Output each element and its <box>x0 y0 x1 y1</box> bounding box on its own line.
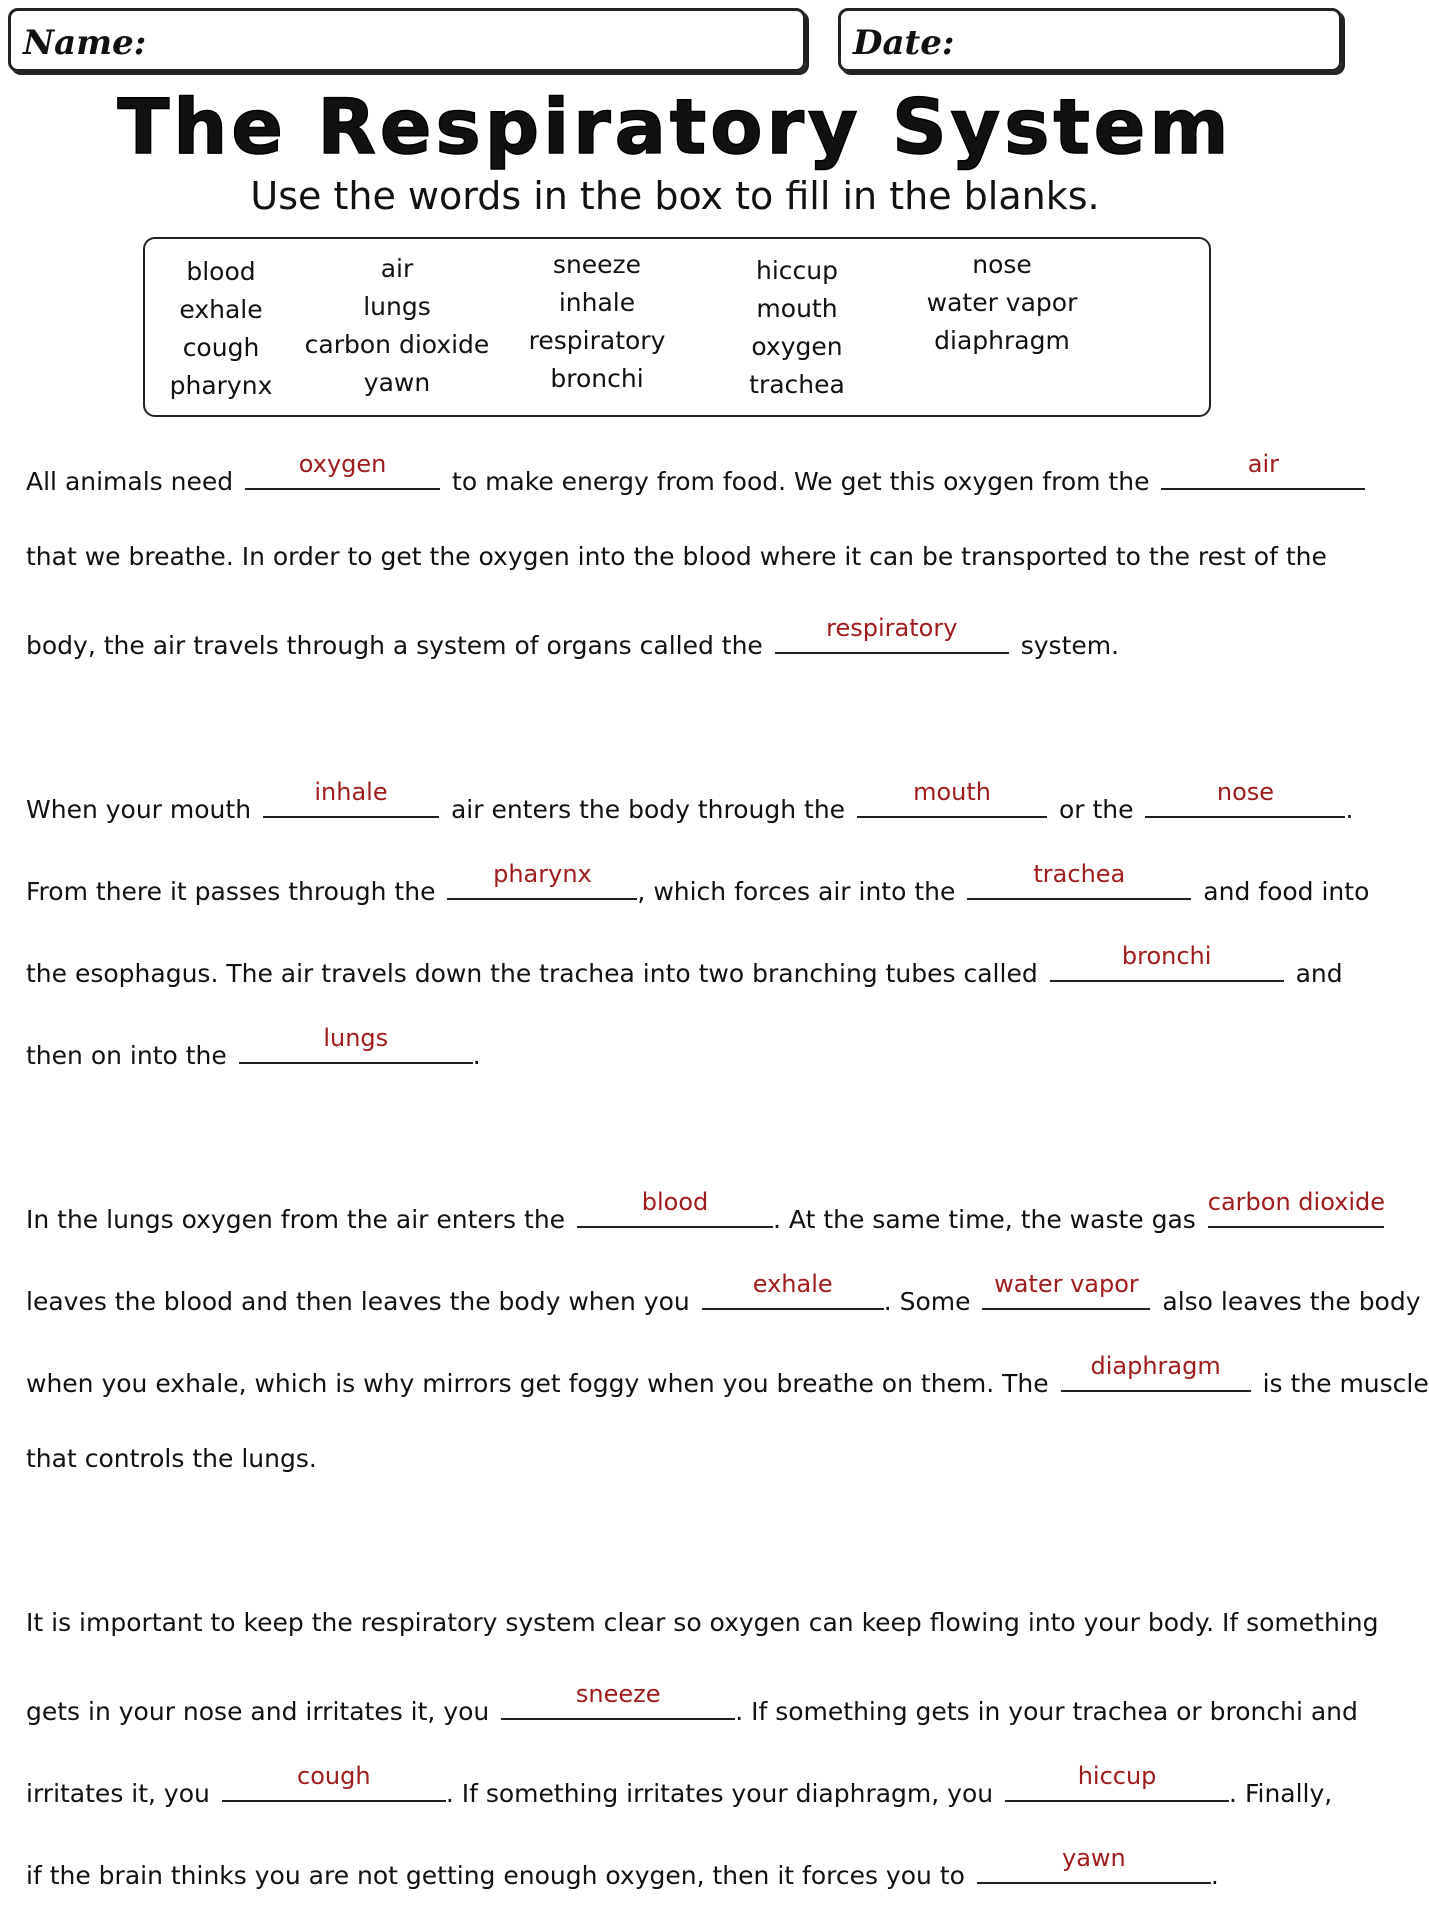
answer-blank[interactable] <box>702 1270 884 1310</box>
page-title: The Respiratory System <box>117 82 1233 171</box>
text-line <box>26 1444 317 1473</box>
answer: inhale <box>314 778 388 806</box>
answer: carbon dioxide <box>1207 1188 1386 1216</box>
answer: respiratory <box>826 614 958 642</box>
answer-blank[interactable] <box>977 1844 1211 1884</box>
text: When your mouth <box>26 795 252 824</box>
text: . If something irritates your diaphragm, you <box>445 1779 994 1808</box>
word-bank-column <box>297 250 497 402</box>
answer-blank[interactable] <box>967 860 1191 900</box>
word-bank-word: lungs <box>363 292 431 321</box>
date-label: Date: <box>853 23 955 63</box>
text-line <box>26 542 1327 571</box>
text: In the lungs oxygen from the air enters the <box>26 1205 566 1234</box>
answer-blank[interactable] <box>1005 1762 1229 1802</box>
word-bank-word: cough <box>182 333 260 362</box>
text-line <box>26 1352 1429 1398</box>
answer-blank[interactable] <box>447 860 637 900</box>
word-bank-column <box>145 253 297 405</box>
word-bank-column <box>497 246 697 398</box>
answer-blank[interactable] <box>1050 942 1284 982</box>
answer: water vapor <box>994 1270 1139 1298</box>
text-line <box>26 1762 1333 1808</box>
word-bank-word: trachea <box>749 370 845 399</box>
text: and food into <box>1203 877 1370 906</box>
text: irritates it, you <box>26 1779 210 1808</box>
text: system. <box>1020 631 1120 660</box>
word-bank-word: sneeze <box>552 250 642 279</box>
answer: bronchi <box>1121 942 1212 970</box>
date-field[interactable] <box>838 8 1342 72</box>
text: then on into the <box>26 1041 227 1070</box>
text: to make energy from food. We get this oxygen from the <box>452 467 1150 496</box>
text: , which forces air into the <box>637 877 956 906</box>
text: when you exhale, which is why mirrors get foggy when you breathe on them. The <box>26 1369 1049 1398</box>
text: It is important to keep the respiratory system clear so oxygen can keep flowing into your body. If something <box>26 1608 1379 1637</box>
name-label: Name: <box>23 23 147 63</box>
answer-blank[interactable] <box>245 450 440 490</box>
text: From there it passes through the <box>26 877 436 906</box>
word-bank-word: mouth <box>756 294 838 323</box>
answer-blank[interactable] <box>1061 1352 1251 1392</box>
word-bank-word: respiratory <box>528 326 666 355</box>
word-bank-word: exhale <box>179 295 263 324</box>
text: gets in your nose and irritates it, you <box>26 1697 490 1726</box>
word-bank-word: yawn <box>363 368 431 397</box>
text-line <box>26 614 1120 660</box>
word-bank-word: hiccup <box>756 256 838 285</box>
answer: air <box>1247 450 1280 478</box>
answer-blank[interactable] <box>239 1024 473 1064</box>
answer: trachea <box>1033 860 1126 888</box>
text: that we breathe. In order to get the oxygen into the blood where it can be transported to the rest of the <box>26 542 1327 571</box>
answer: lungs <box>323 1024 389 1052</box>
answer-blank[interactable] <box>775 614 1009 654</box>
word-bank <box>143 237 1211 417</box>
answer: blood <box>641 1188 709 1216</box>
name-field[interactable] <box>8 8 806 72</box>
answer: pharynx <box>493 860 592 888</box>
word-bank-word: inhale <box>558 288 636 317</box>
word-bank-word: oxygen <box>751 332 843 361</box>
answer: hiccup <box>1077 1762 1157 1790</box>
answer-blank[interactable] <box>1207 1188 1386 1228</box>
text: . At the same time, the waste gas <box>773 1205 1196 1234</box>
text: . Some <box>883 1287 971 1316</box>
text: . <box>1345 795 1354 824</box>
answer: mouth <box>913 778 991 806</box>
answer: nose <box>1216 778 1275 806</box>
instructions: Use the words in the box to fill in the blanks. <box>250 174 1100 218</box>
text: if the brain thinks you are not getting enough oxygen, then it forces you to <box>26 1861 965 1890</box>
text: air enters the body through the <box>450 795 846 824</box>
text: leaves the blood and then leaves the body when you <box>26 1287 690 1316</box>
text-line <box>26 1188 1388 1234</box>
answer: yawn <box>1062 1844 1126 1872</box>
answer: oxygen <box>298 450 387 478</box>
text-line <box>26 942 1343 988</box>
word-bank-word: blood <box>186 257 256 286</box>
text: . If something gets in your trachea or bronchi and <box>735 1697 1358 1726</box>
word-bank-word: bronchi <box>550 364 644 393</box>
answer-blank[interactable] <box>857 778 1047 818</box>
text: the esophagus. The air travels down the trachea into two branching tubes called <box>26 959 1038 988</box>
answer-blank[interactable] <box>1145 778 1345 818</box>
answer: sneeze <box>575 1680 661 1708</box>
text: . <box>1210 1861 1219 1890</box>
text-line <box>26 860 1370 906</box>
answer: cough <box>297 1762 371 1790</box>
answer: exhale <box>752 1270 833 1298</box>
text-line <box>26 1680 1358 1726</box>
answer-blank[interactable] <box>577 1188 773 1228</box>
answer-blank[interactable] <box>263 778 439 818</box>
word-bank-column <box>697 252 897 404</box>
text: body, the air travels through a system of organs called the <box>26 631 763 660</box>
answer-blank[interactable] <box>982 1270 1150 1310</box>
text: and <box>1295 959 1343 988</box>
word-bank-column <box>897 246 1107 360</box>
text: . <box>472 1041 481 1070</box>
text: also leaves the body <box>1162 1287 1421 1316</box>
text-line <box>26 1608 1378 1637</box>
text-line <box>26 1844 1219 1890</box>
text-line <box>26 778 1354 824</box>
word-bank-word: diaphragm <box>934 326 1070 355</box>
text: All animals need <box>26 467 234 496</box>
text: that controls the lungs. <box>26 1444 317 1473</box>
text: or the <box>1058 795 1134 824</box>
text-line <box>26 450 1369 496</box>
word-bank-word: air <box>380 254 414 283</box>
answer: diaphragm <box>1090 1352 1221 1380</box>
word-bank-word: carbon dioxide <box>304 330 490 359</box>
answer-blank[interactable] <box>222 1762 446 1802</box>
word-bank-word: water vapor <box>926 288 1078 317</box>
word-bank-word: nose <box>972 250 1032 279</box>
text-line <box>26 1024 481 1070</box>
answer-blank[interactable] <box>501 1680 735 1720</box>
word-bank-word: pharynx <box>169 371 273 400</box>
text: is the muscle <box>1262 1369 1429 1398</box>
text: . Finally, <box>1229 1779 1333 1808</box>
text-line <box>26 1270 1421 1316</box>
answer-blank[interactable] <box>1161 450 1365 490</box>
